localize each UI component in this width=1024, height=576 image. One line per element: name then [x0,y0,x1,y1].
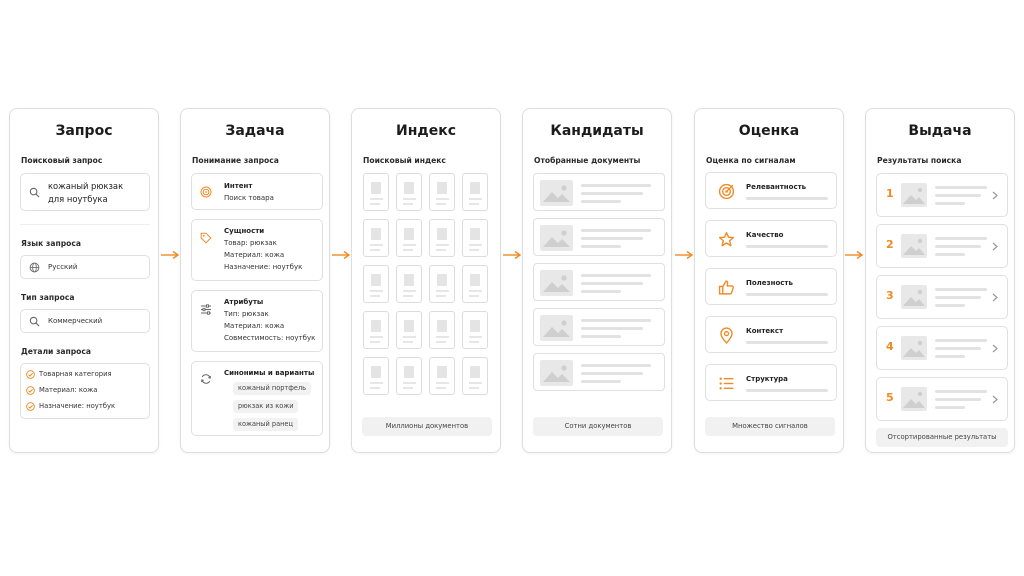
signal-bar [746,389,828,392]
details-box [20,363,150,419]
check-circle-icon [26,402,35,411]
intent-title: Интент [224,182,253,190]
chevron-right-icon [992,242,998,251]
detail-item: Товарная категория [39,370,112,378]
entity-item: Товар: рюкзак [224,239,277,247]
signal-bar [746,197,828,200]
panel-title: Задача [225,123,285,139]
arrow-right-icon [160,250,180,260]
chevron-right-icon [992,344,998,353]
search-icon [29,187,40,198]
attribute-item: Тип: рюкзак [224,310,269,318]
entity-item: Материал: кожа [224,251,285,259]
panel-footer: Множество сигналов [705,417,835,436]
document-thumbnail [363,219,389,257]
thumbs-up-icon [718,279,735,296]
attribute-item: Совместимость: ноутбук [224,334,316,342]
document-thumbnail [396,173,422,211]
lang-label: Язык запроса [21,239,81,248]
panel-otsenka [694,108,844,453]
lang-value: Русский [48,263,78,271]
result-rank: 3 [886,289,894,302]
result-rank: 1 [886,187,894,200]
image-placeholder-icon [540,315,573,341]
document-thumbnail [396,311,422,349]
attributes-box [191,290,323,352]
document-thumbnail [396,357,422,395]
query-box [20,173,150,211]
panel-footer: Сотни документов [533,417,663,436]
signal-label: Релевантность [746,183,807,191]
panel-subtitle: Поисковый индекс [363,156,446,165]
chevron-right-icon [992,293,998,302]
candidate-card [533,353,665,391]
document-thumbnail [429,265,455,303]
detail-item: Материал: кожа [39,386,98,394]
document-thumbnail [462,219,488,257]
signal-bar [746,341,828,344]
chevron-right-icon [992,191,998,200]
signal-label: Контекст [746,327,784,335]
panel-subtitle: Понимание запроса [192,156,279,165]
document-thumbnail [429,357,455,395]
document-thumbnail [462,173,488,211]
synonyms-title: Синонимы и варианты [224,369,315,377]
synonyms-box [191,361,323,436]
result-card[interactable] [876,173,1008,217]
result-card[interactable] [876,275,1008,319]
search-icon [29,316,40,327]
image-placeholder-icon [901,387,927,411]
document-thumbnail [363,311,389,349]
signal-label: Качество [746,231,784,239]
document-thumbnail [462,265,488,303]
panel-indeks [351,108,501,453]
panel-title: Запрос [55,123,113,139]
image-placeholder-icon [901,336,927,360]
signal-bar [746,245,828,248]
arrow-right-icon [502,250,522,260]
chevron-right-icon [992,395,998,404]
document-thumbnail [462,357,488,395]
document-thumbnail [429,219,455,257]
attribute-item: Материал: кожа [224,322,285,330]
candidate-card [533,308,665,346]
panel-zapros [9,108,159,453]
type-box [20,309,150,333]
panel-kandidaty [522,108,672,453]
image-placeholder-icon [540,360,573,386]
image-placeholder-icon [540,270,573,296]
arrow-right-icon [844,250,864,260]
synonym-chip: кожаный ранец [233,418,298,431]
image-placeholder-icon [540,180,573,206]
result-card[interactable] [876,224,1008,268]
signal-relevance [705,172,837,209]
image-placeholder-icon [901,183,927,207]
panel-footer: Отсортированные результаты [876,428,1008,447]
location-pin-icon [718,327,735,344]
result-rank: 4 [886,340,894,353]
detail-item: Назначение: ноутбук [39,402,116,410]
panel-title: Оценка [738,123,800,139]
image-placeholder-icon [901,285,927,309]
document-thumbnail [363,173,389,211]
document-thumbnail [396,219,422,257]
image-placeholder-icon [901,234,927,258]
panel-zadacha [180,108,330,453]
attributes-title: Атрибуты [224,298,264,306]
synonym-chip: кожаный портфель [233,382,311,395]
entities-box [191,219,323,281]
candidate-card [533,218,665,256]
document-thumbnail [462,311,488,349]
entities-title: Сущности [224,227,265,235]
divider [20,224,150,225]
arrow-right-icon [331,250,351,260]
signal-label: Полезность [746,279,793,287]
candidate-card [533,263,665,301]
signal-context [705,316,837,353]
document-thumbnail [363,357,389,395]
document-thumbnail [429,311,455,349]
refresh-icon [200,373,212,385]
panel-title: Выдача [908,123,972,139]
target-icon [718,183,735,200]
panel-title: Индекс [396,123,456,139]
check-circle-icon [26,386,35,395]
signal-structure [705,364,837,401]
star-icon [718,231,735,248]
result-card[interactable] [876,326,1008,370]
details-label: Детали запроса [21,347,92,356]
sliders-icon [200,303,212,315]
globe-icon [29,262,40,273]
result-card[interactable] [876,377,1008,421]
entity-item: Назначение: ноутбук [224,263,303,271]
image-placeholder-icon [540,225,573,251]
document-thumbnail [363,265,389,303]
panel-title: Кандидаты [550,123,644,139]
query-text-line2: для ноутбука [48,194,108,204]
type-value: Коммерческий [48,317,103,325]
panel-subtitle: Отобранные документы [534,156,641,165]
result-rank: 2 [886,238,894,251]
panel-subtitle: Оценка по сигналам [706,156,796,165]
target-icon [200,186,212,198]
synonym-chip: рюкзак из кожи [233,400,298,413]
query-label: Поисковый запрос [21,156,103,165]
signal-quality [705,220,837,257]
tag-icon [200,232,212,244]
panel-footer: Миллионы документов [362,417,492,436]
candidate-card [533,173,665,211]
signal-usefulness [705,268,837,305]
query-text-line1: кожаный рюкзак [48,181,124,191]
type-label: Тип запроса [21,293,75,302]
document-thumbnail [429,173,455,211]
panel-vydacha [865,108,1015,453]
check-circle-icon [26,370,35,379]
intent-box [191,173,323,210]
signal-label: Структура [746,375,788,383]
panel-subtitle: Результаты поиска [877,156,962,165]
signal-bar [746,293,828,296]
list-icon [718,375,735,392]
document-thumbnail [396,265,422,303]
arrow-right-icon [674,250,694,260]
lang-box [20,255,150,279]
result-rank: 5 [886,391,894,404]
intent-value: Поиск товара [224,194,274,202]
